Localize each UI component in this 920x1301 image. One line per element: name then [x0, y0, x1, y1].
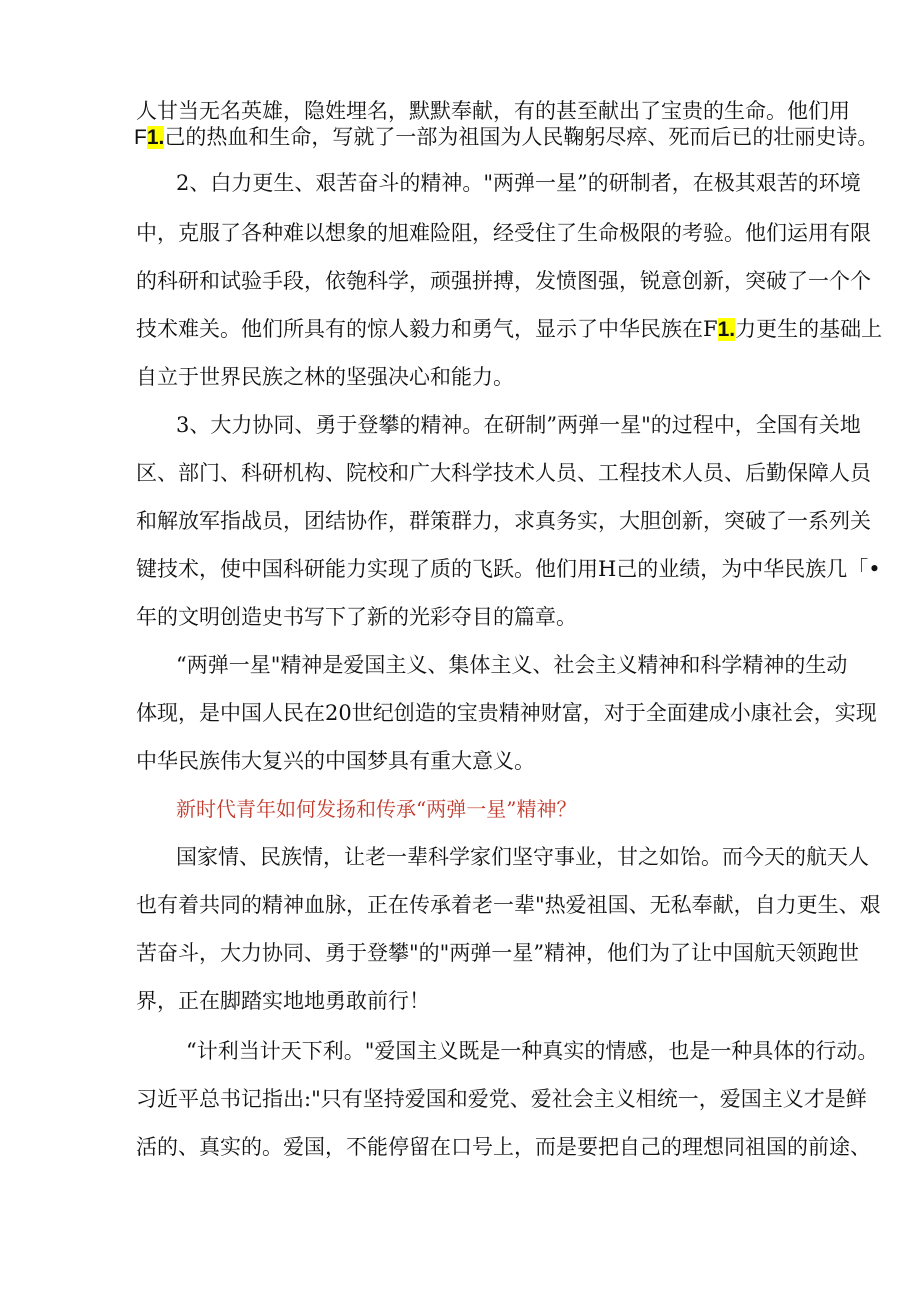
paragraph-3-line-1: 3、大力协同、勇于登攀的精神。在研制”两弹一星"的过程中，全国有关地 — [176, 413, 861, 437]
text-fragment: 己的热血和生命，写就了一部为祖国为人民鞠躬尽瘁、死而后已的壮丽史诗。 — [164, 125, 879, 149]
paragraph-2-line-1: 2、白力更生、艰苦奋斗的精神。"两弹一星”的研制者，在极其艰苦的环境 — [176, 171, 861, 195]
paragraph-3-line-5: 年的文明创造史书写下了新的光彩夺目的篇章。 — [136, 605, 577, 629]
paragraph-6-line-2: 习近平总书记指出:"只有坚持爱国和爱党、爱社会主义相统一，爱国主义才是鲜 — [136, 1087, 867, 1111]
paragraph-3-line-2: 区、部门、科研机构、院校和广大科学技术人员、工程技术人员、后勤保障人员 — [136, 461, 871, 485]
text-fragment: 力更生的基础上 — [735, 317, 883, 341]
paragraph-6-line-1: “计利当计天下利。"爱国主义既是一种真实的情感，也是一种具体的行动。 — [186, 1039, 879, 1063]
paragraph-2-line-4 — [0, 316, 920, 343]
paragraph-2-line-5: 自立于世界民族之林的坚强决心和能力。 — [136, 365, 514, 389]
paragraph-5-line-2: 也有着共同的精神血脉，正在传承着老一辈"热爱祖国、无私奉献，自力更生、艰 — [136, 893, 881, 917]
paragraph-1-line-2 — [0, 124, 920, 151]
highlighted-text: 1. — [717, 318, 736, 341]
section-heading: 新时代青年如何发扬和传承“两弹一星”精神？ — [176, 797, 577, 821]
paragraph-4-line-1: “两弹一星"精神是爱国主义、集体主义、社会主义精神和科学精神的生动 — [176, 653, 848, 677]
highlighted-text: 1. — [146, 126, 165, 149]
paragraph-2-line-2: 中，克服了各种难以想象的旭难险阻，经受住了生命极限的考验。他们运用有限 — [136, 221, 871, 245]
paragraph-5-line-4: 界，正在脚踏实地地勇敢前行！ — [136, 989, 430, 1013]
paragraph-2-line-3: 的科研和试验手段，依匏科学，顽强拼搏，发愤图强，锐意创新，突破了一个个 — [136, 269, 871, 293]
text-fragment: 技术难关。他们所具有的惊人毅力和勇气，显示了中华民族在F — [136, 317, 718, 341]
paragraph-3-line-4: 键技术，使中国科研能力实现了质的飞跃。他们用H己的业绩，为中华民族几「• — [136, 557, 881, 581]
paragraph-1-line-1: 人甘当无名英雄，隐姓埋名，默默奉献，有的甚至献出了宝贵的生命。他们用 — [136, 99, 850, 123]
text-fragment: F — [134, 126, 147, 149]
paragraph-5-line-3: 苦奋斗，大力协同、勇于登攀"的"两弹一星”精神，他们为了让中国航天领跑世 — [136, 941, 860, 965]
paragraph-5-line-1: 国家情、民族情，让老一辈科学家们坚守事业，甘之如饴。而今天的航天人 — [176, 845, 869, 869]
paragraph-6-line-3: 活的、真实的。爱国，不能停留在口号上，而是要把自己的理想同祖国的前途、 — [136, 1135, 871, 1159]
paragraph-4-line-2: 体现，是中国人民在20世纪创造的宝贵精神财富，对于全面建成小康社会，实现 — [136, 701, 877, 725]
paragraph-3-line-3: 和解放军指战员，团结协作，群策群力，求真务实，大胆创新，突破了一系列关 — [136, 509, 871, 533]
paragraph-4-line-3: 中华民族伟大复兴的中国梦具有重大意义。 — [136, 749, 535, 773]
